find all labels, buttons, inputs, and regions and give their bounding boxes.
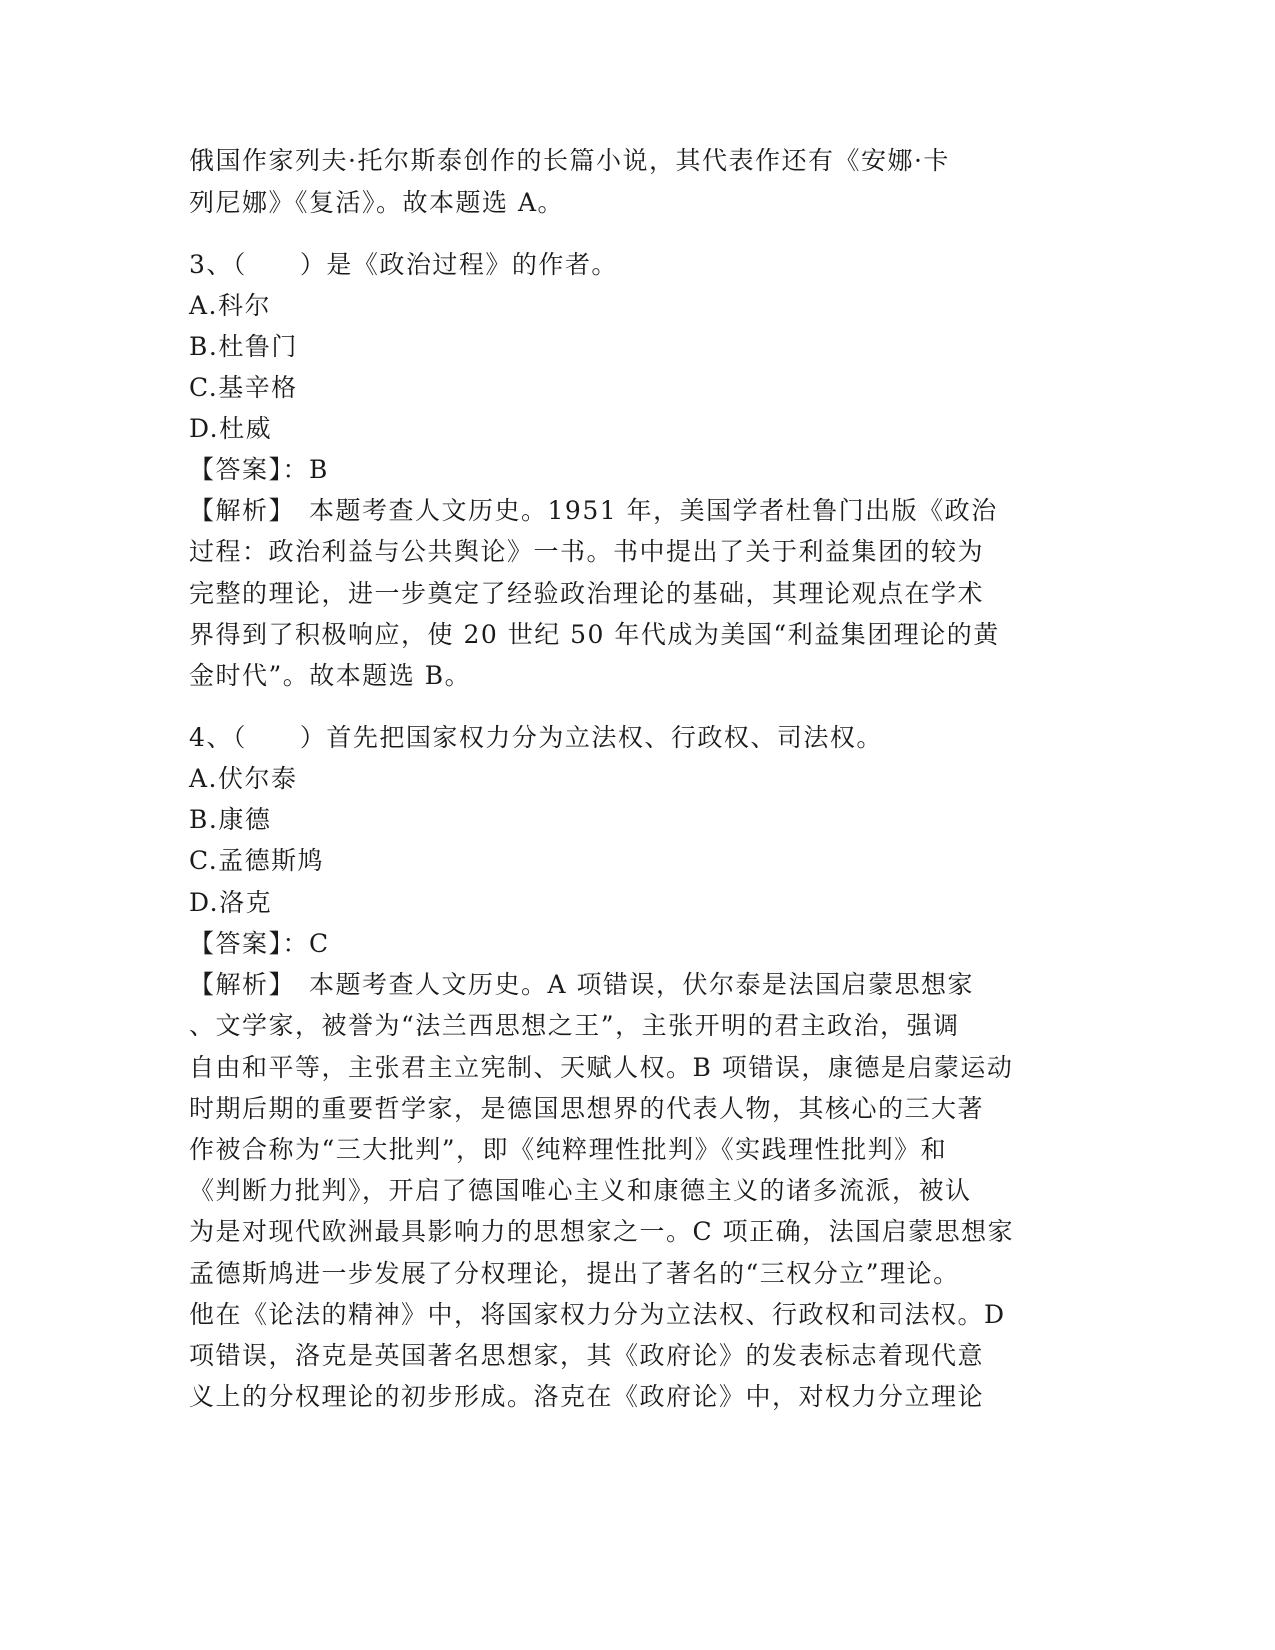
q4-analysis-line: 他在《论法的精神》中，将国家权力分为立法权、行政权和司法权。D [189,1300,1006,1329]
q4-option-a: A.伏尔泰 [189,764,298,793]
analysis-line: 俄国作家列夫·托尔斯泰创作的长篇小说，其代表作还有《安娜·卡 [189,146,950,175]
question-3-stem: 3、（ ）是《政治过程》的作者。 [189,250,618,279]
q3-answer: 【答案】：B [189,455,329,484]
q3-analysis-line: 【解析】 本题考查人文历史。1951 年，美国学者杜鲁门出版《政治 [189,496,998,525]
q4-option-d: D.洛克 [189,888,273,917]
q4-analysis-line: 自由和平等，主张君主立宪制、天赋人权。B 项错误，康德是启蒙运动 [189,1053,1014,1082]
q3-analysis-line: 界得到了积极响应，使 20 世纪 50 年代成为美国“利益集团理论的黄 [189,620,1000,649]
q4-analysis-line: 作被合称为“三大批判”，即《纯粹理性批判》《实践理性批判》和 [189,1135,948,1164]
q4-answer: 【答案】：C [189,929,330,958]
q4-analysis-line: 义上的分权理论的初步形成。洛克在《政府论》中，对权力分立理论 [189,1382,985,1411]
q4-analysis-line: 《判断力批判》，开启了德国唯心主义和康德主义的诸多流派，被认 [189,1176,972,1205]
q3-analysis-line: 完整的理论，进一步奠定了经验政治理论的基础，其理论观点在学术 [189,579,985,608]
q4-option-b: B.康德 [189,805,272,834]
q4-analysis-line: 【解析】 本题考查人文历史。A 项错误，伏尔泰是法国启蒙思想家 [189,970,975,999]
analysis-line: 列尼娜》《复活》。故本题选 A。 [189,188,565,217]
q3-analysis-line: 过程：政治利益与公共舆论》一书。书中提出了关于利益集团的较为 [189,537,985,566]
question-4-stem: 4、（ ）首先把国家权力分为立法权、行政权、司法权。 [189,723,883,752]
q3-analysis-line: 金时代”。故本题选 B。 [189,661,472,690]
q4-analysis-line: 孟德斯鸠进一步发展了分权理论，提出了著名的“三权分立”理论。 [189,1259,960,1288]
q4-analysis-line: 项错误，洛克是英国著名思想家，其《政府论》的发表标志着现代意 [189,1341,985,1370]
q3-option-d: D.杜威 [189,414,273,443]
q4-option-c: C.孟德斯鸠 [189,846,325,875]
q3-option-b: B.杜鲁门 [189,332,298,361]
q3-option-c: C.基辛格 [189,373,298,402]
q4-analysis-line: 为是对现代欧洲最具影响力的思想家之一。C 项正确，法国启蒙思想家 [189,1217,1015,1246]
q4-analysis-line: 时期后期的重要哲学家，是德国思想界的代表人物，其核心的三大著 [189,1094,985,1123]
q3-option-a: A.科尔 [189,291,272,320]
q4-analysis-line: 、文学家，被誉为“法兰西思想之王”，主张开明的君主政治，强调 [189,1011,960,1040]
